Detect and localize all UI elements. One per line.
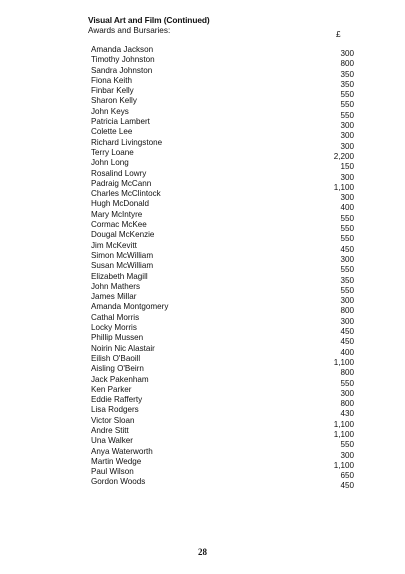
award-row	[0, 158, 405, 172]
recipient-name: Anya Waterworth	[91, 446, 153, 456]
recipient-name: John Keys	[91, 106, 129, 116]
recipient-name: Andre Stitt	[91, 425, 129, 435]
award-amount: 800	[340, 399, 354, 409]
award-row	[0, 467, 405, 481]
award-row	[0, 271, 405, 285]
recipient-name: Jack Pakenham	[91, 374, 149, 384]
recipient-name: John Mathers	[91, 281, 141, 291]
award-amount: 300	[340, 131, 354, 141]
recipient-name: James Millar	[91, 292, 137, 302]
award-amount: 400	[340, 347, 354, 357]
award-amount: 550	[340, 224, 354, 234]
recipient-name: Eilish O'Baoill	[91, 353, 141, 363]
award-row	[0, 55, 405, 69]
award-row	[0, 106, 405, 120]
award-amount: 550	[340, 234, 354, 244]
recipient-name: Mary McIntyre	[91, 209, 143, 219]
recipient-name: Charles McClintock	[91, 189, 161, 199]
recipient-name: Sandra Johnston	[91, 65, 153, 75]
award-row	[0, 178, 405, 192]
award-amount: 300	[340, 121, 354, 131]
award-row	[0, 415, 405, 429]
recipient-name: Aisling O'Beirn	[91, 364, 144, 374]
award-amount: 1,100	[333, 182, 354, 192]
award-row	[0, 86, 405, 100]
award-row	[0, 312, 405, 326]
award-amount: 430	[340, 409, 354, 419]
recipient-name: Amanda Jackson	[91, 45, 154, 54]
award-row	[0, 395, 405, 409]
award-row	[0, 96, 405, 110]
award-row	[0, 405, 405, 419]
awards-subheading: Awards and Bursaries:	[88, 26, 171, 35]
award-amount: 550	[340, 110, 354, 120]
recipient-name: John Long	[91, 158, 129, 168]
award-row	[0, 353, 405, 367]
award-row	[0, 343, 405, 357]
recipient-name: Noirin Nic Alastair	[91, 343, 155, 353]
award-row	[0, 117, 405, 131]
award-row	[0, 446, 405, 460]
recipient-name: Phillip Mussen	[91, 333, 144, 343]
recipient-name: Rosalind Lowry	[91, 168, 147, 178]
award-row	[0, 168, 405, 182]
award-row	[0, 189, 405, 203]
award-amount: 650	[340, 471, 354, 481]
recipient-name: Timothy Johnston	[91, 55, 155, 65]
award-amount: 800	[340, 306, 354, 316]
award-amount: 800	[340, 59, 354, 69]
award-amount: 550	[340, 265, 354, 275]
recipient-name: Locky Morris	[91, 323, 137, 333]
section-heading: Visual Art and Film (Continued)	[88, 15, 210, 25]
award-row	[0, 75, 405, 89]
award-amount: 550	[340, 100, 354, 110]
recipient-name: Una Walker	[91, 436, 133, 446]
award-row	[0, 199, 405, 213]
recipient-name: Jim McKevitt	[91, 240, 137, 250]
award-amount: 2,200	[333, 151, 354, 161]
award-amount: 550	[340, 378, 354, 388]
award-row	[0, 137, 405, 151]
award-amount: 300	[340, 388, 354, 398]
award-amount: 300	[340, 450, 354, 460]
award-row	[0, 436, 405, 450]
recipient-name: Cormac McKee	[91, 220, 147, 230]
award-amount: 150	[340, 162, 354, 172]
award-amount: 300	[340, 254, 354, 264]
recipient-name: Paul Wilson	[91, 467, 134, 477]
award-row	[0, 220, 405, 234]
recipient-name: Dougal McKenzie	[91, 230, 155, 240]
award-amount: 800	[340, 368, 354, 378]
award-amount: 400	[340, 203, 354, 213]
award-row	[0, 127, 405, 141]
award-row	[0, 477, 405, 491]
award-amount: 300	[340, 193, 354, 203]
award-row	[0, 333, 405, 347]
award-row	[0, 65, 405, 79]
award-amount: 450	[340, 337, 354, 347]
award-row	[0, 323, 405, 337]
award-row	[0, 261, 405, 275]
recipient-name: Eddie Rafferty	[91, 395, 143, 405]
recipient-name: Finbar Kelly	[91, 86, 134, 96]
award-amount: 350	[340, 79, 354, 89]
award-amount: 300	[340, 296, 354, 306]
recipient-name: Richard Livingstone	[91, 137, 163, 147]
recipient-name: Susan McWilliam	[91, 261, 154, 271]
award-amount: 300	[340, 316, 354, 326]
award-amount: 450	[340, 327, 354, 337]
recipient-name: Cathal Morris	[91, 312, 140, 322]
recipient-name: Lisa Rodgers	[91, 405, 139, 415]
awards-list	[0, 45, 405, 491]
recipient-name: Amanda Montgomery	[91, 302, 169, 312]
award-amount: 550	[340, 90, 354, 100]
award-amount: 550	[340, 213, 354, 223]
award-amount: 550	[340, 440, 354, 450]
award-row	[0, 45, 405, 58]
recipient-name: Ken Parker	[91, 384, 132, 394]
award-row	[0, 240, 405, 254]
award-amount: 1,100	[333, 460, 354, 470]
award-amount: 300	[340, 49, 354, 58]
recipient-name: Colette Lee	[91, 127, 133, 137]
award-row	[0, 281, 405, 295]
award-row	[0, 384, 405, 398]
recipient-name: Hugh McDonald	[91, 199, 150, 209]
award-amount: 350	[340, 275, 354, 285]
award-row	[0, 250, 405, 264]
award-row	[0, 425, 405, 439]
recipient-name: Terry Loane	[91, 147, 134, 157]
award-amount: 350	[340, 69, 354, 79]
award-amount: 1,100	[333, 357, 354, 367]
award-row	[0, 302, 405, 316]
award-amount: 450	[340, 244, 354, 254]
recipient-name: Gordon Woods	[91, 477, 146, 487]
recipient-name: Victor Sloan	[91, 415, 135, 425]
award-amount: 300	[340, 141, 354, 151]
currency-column-header: £	[336, 29, 341, 39]
recipient-name: Padraig McCann	[91, 178, 152, 188]
award-row	[0, 374, 405, 388]
award-amount: 450	[340, 481, 354, 491]
award-amount: 300	[340, 172, 354, 182]
award-row	[0, 456, 405, 470]
award-row	[0, 147, 405, 161]
recipient-name: Elizabeth Magill	[91, 271, 148, 281]
award-amount: 1,100	[333, 429, 354, 439]
award-row	[0, 209, 405, 223]
page-number: 28	[198, 547, 207, 557]
award-row	[0, 364, 405, 378]
award-row	[0, 292, 405, 306]
recipient-name: Patricia Lambert	[91, 117, 150, 127]
award-row	[0, 230, 405, 244]
award-amount: 1,100	[333, 419, 354, 429]
recipient-name: Martin Wedge	[91, 456, 142, 466]
recipient-name: Fiona Keith	[91, 75, 132, 85]
award-amount: 550	[340, 285, 354, 295]
recipient-name: Simon McWilliam	[91, 250, 154, 260]
recipient-name: Sharon Kelly	[91, 96, 137, 106]
